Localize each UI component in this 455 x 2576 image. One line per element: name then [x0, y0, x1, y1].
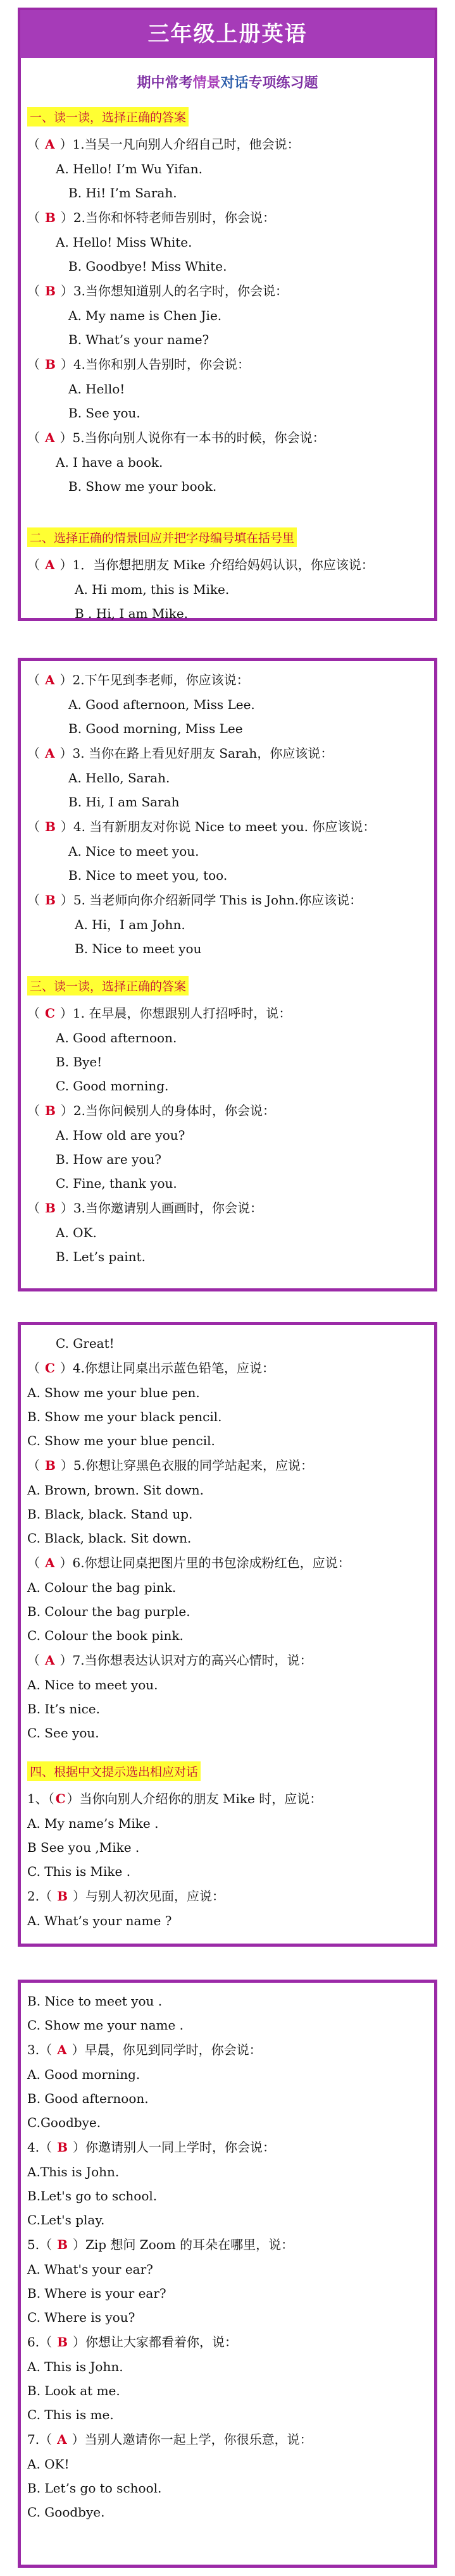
option: B. What’s your name? — [68, 332, 209, 347]
answer: B — [45, 357, 56, 372]
option: A. Hello! — [68, 381, 125, 397]
question: （ A ）3. 当你在路上看见好朋友 Sarah，你应该说： — [27, 746, 333, 761]
question: 5.（ B ）Zip 想问 Zoom 的耳朵在哪里，说： — [27, 2237, 294, 2252]
option: C. Show me your name . — [27, 2018, 184, 2033]
option: A. What's your ear? — [27, 2262, 153, 2277]
option: C. Fine, thank you. — [56, 1176, 177, 1191]
question: （ B ）3.当你邀请别人画画时，你会说： — [27, 1200, 263, 1216]
question: 2.（ B ）与别人初次见面，应说： — [27, 1889, 225, 1904]
option: B . Hi, I am Mike. — [75, 606, 189, 621]
option: A. Brown, brown. Sit down. — [27, 1482, 204, 1498]
option: B. Nice to meet you, too. — [68, 868, 228, 883]
option: B. Nice to meet you — [75, 941, 202, 956]
option: B. How are you? — [56, 1152, 161, 1167]
option: B. Let’s paint. — [56, 1249, 146, 1264]
option: B. Show me your book. — [68, 479, 217, 494]
card-1 — [18, 8, 437, 621]
question: （ B ）5. 当老师向你介绍新同学 This is John.你应该说： — [27, 892, 363, 908]
page-title: 三年级上册英语 — [20, 10, 435, 58]
card-4 — [18, 1980, 437, 2568]
answer: A — [45, 137, 55, 152]
answer: B — [57, 2334, 68, 2350]
question: （ A ）6.你想让同桌把图片里的书包涂成粉红色，应说： — [27, 1555, 351, 1570]
question: （ A ）1.当吴一凡向别人介绍自己时，他会说： — [27, 137, 300, 152]
option: C. Good morning. — [56, 1078, 169, 1094]
option: A. Good morning. — [27, 2067, 140, 2082]
option: B See you ,Mike . — [27, 1840, 140, 1855]
question: 7.（ A ）当别人邀请你一起上学，你很乐意，说： — [27, 2432, 313, 2447]
answer: A — [45, 672, 55, 687]
answer: B — [45, 283, 56, 299]
option: A. Hi mom, this is Mike. — [75, 582, 230, 597]
option: A. Good afternoon. — [56, 1030, 177, 1045]
option: A. This is John. — [27, 2359, 123, 2374]
question: （ A ）7.当你想表达认识对方的高兴心情时，说： — [27, 1653, 313, 1668]
section-heading: 二、选择正确的情景回应并把字母编号填在括号里 — [27, 527, 297, 547]
card-2 — [18, 658, 437, 1291]
answer: B — [57, 2140, 68, 2155]
option: C. Black, black. Sit down. — [27, 1531, 192, 1546]
option: A. What’s your name ? — [27, 1913, 172, 1928]
option: A. Hello! Miss White. — [56, 235, 192, 250]
question: （ B ）2.当你问候别人的身体时，你会说： — [27, 1103, 275, 1118]
question: （ C ）1. 在早晨，你想跟别人打招呼时，说： — [27, 1006, 292, 1021]
answer: B — [45, 210, 56, 225]
option: A. OK. — [56, 1225, 97, 1240]
option: C. Great! — [56, 1336, 115, 1351]
question: （ B ）2.当你和怀特老师告别时，你会说： — [27, 210, 275, 225]
answer: A — [45, 746, 55, 761]
option: A. Hello, Sarah. — [68, 770, 170, 786]
option: B. Hi! I’m Sarah. — [68, 185, 177, 200]
answer: B — [45, 819, 56, 834]
option: C. This is Mike . — [27, 1864, 131, 1879]
option: A. I have a book. — [56, 455, 163, 470]
option: B. Hi, I am Sarah — [68, 794, 180, 810]
option: B. It’s nice. — [27, 1701, 100, 1716]
answer: B — [57, 1889, 68, 1904]
question: （ C ）4.你想让同桌出示蓝色铅笔，应说： — [27, 1360, 275, 1376]
subtitle: 期中常考情景对话专项练习题 — [137, 75, 318, 91]
answer: B — [57, 2237, 68, 2252]
question: （ B ）4.当你和别人告别时，你会说： — [27, 357, 250, 372]
section-heading: 三、读一读，选择正确的答案 — [27, 976, 189, 995]
option: B. Good afternoon. — [27, 2091, 149, 2106]
option: B. Look at me. — [27, 2383, 120, 2398]
answer: B — [45, 1103, 56, 1118]
question: （ B ）4. 当有新朋友对你说 Nice to meet you. 你应该说： — [27, 819, 376, 834]
section-heading: 四、根据中文提示选出相应对话 — [27, 1761, 201, 1781]
question: （ A ）2.下午见到李老师，你应该说： — [27, 672, 249, 687]
question: （ A ）5.当你向别人说你有一本书的时候，你会说： — [27, 430, 325, 445]
question: 6.（ B ）你想让大家都看着你，说： — [27, 2334, 237, 2350]
question: 4.（ B ）你邀请别人一同上学时，你会说： — [27, 2140, 275, 2155]
question: 3.（ A ）早晨，你见到同学时，你会说： — [27, 2042, 262, 2057]
option: A. My name’s Mike . — [27, 1816, 159, 1831]
answer: C — [45, 1006, 55, 1021]
option: C. Where is you? — [27, 2310, 135, 2325]
option: A. Good afternoon, Miss Lee. — [68, 697, 255, 712]
option: C. This is me. — [27, 2407, 114, 2422]
option: A. Hello! I’m Wu Yifan. — [56, 161, 203, 176]
option: B. Good morning, Miss Lee — [68, 721, 243, 736]
answer: A — [45, 1555, 55, 1570]
answer: B — [45, 1458, 56, 1473]
answer: A — [45, 557, 55, 572]
option: C.Goodbye. — [27, 2115, 101, 2130]
option: B. Let’s go to school. — [27, 2480, 162, 2496]
option: A. Nice to meet you. — [68, 844, 199, 859]
option: B. Black, black. Stand up. — [27, 1507, 193, 1522]
option: B. Goodbye! Miss White. — [68, 259, 227, 274]
answer: A — [57, 2432, 67, 2447]
answer: C — [55, 1791, 66, 1806]
question: 1、（ C ）当你向别人介绍你的朋友 Mike 时，应说： — [27, 1791, 323, 1806]
answer: A — [57, 2042, 67, 2057]
option: C.Let's play. — [27, 2212, 105, 2228]
option: B. See you. — [68, 405, 140, 421]
option: B. Colour the bag purple. — [27, 1604, 190, 1619]
option: B. Nice to meet you . — [27, 1994, 163, 2009]
option: A. Show me your blue pen. — [27, 1385, 200, 1400]
option: A. Hi，I am John. — [75, 917, 185, 932]
answer: B — [45, 892, 56, 908]
section-heading: 一、读一读，选择正确的答案 — [27, 107, 189, 126]
option: B. Bye! — [56, 1054, 103, 1069]
option: A. Nice to meet you. — [27, 1677, 158, 1692]
option: A.This is John. — [27, 2164, 120, 2179]
answer: A — [45, 1653, 55, 1668]
option: C. Goodbye. — [27, 2505, 105, 2520]
option: B. Show me your black pencil. — [27, 1409, 222, 1424]
option: A. How old are you? — [56, 1128, 185, 1143]
card-3 — [18, 1322, 437, 1947]
answer: C — [45, 1360, 55, 1376]
option: B.Let's go to school. — [27, 2188, 158, 2203]
question: （ A ）1．当你想把朋友 Mike 介绍给妈妈认识，你应该说： — [27, 557, 374, 572]
option: C. Colour the book pink. — [27, 1628, 184, 1643]
option: A. OK! — [27, 2456, 70, 2472]
question: （ B ）3.当你想知道别人的名字时，你会说： — [27, 283, 288, 299]
option: A. Colour the bag pink. — [27, 1580, 177, 1595]
option: B. Where is your ear? — [27, 2286, 166, 2301]
answer: A — [45, 430, 55, 445]
answer: B — [45, 1200, 56, 1216]
option: C. Show me your blue pencil. — [27, 1433, 215, 1448]
question: （ B ）5.你想让穿黑色衣服的同学站起来，应说： — [27, 1458, 313, 1473]
option: C. See you. — [27, 1725, 99, 1741]
option: A. My name is Chen Jie. — [68, 308, 222, 323]
